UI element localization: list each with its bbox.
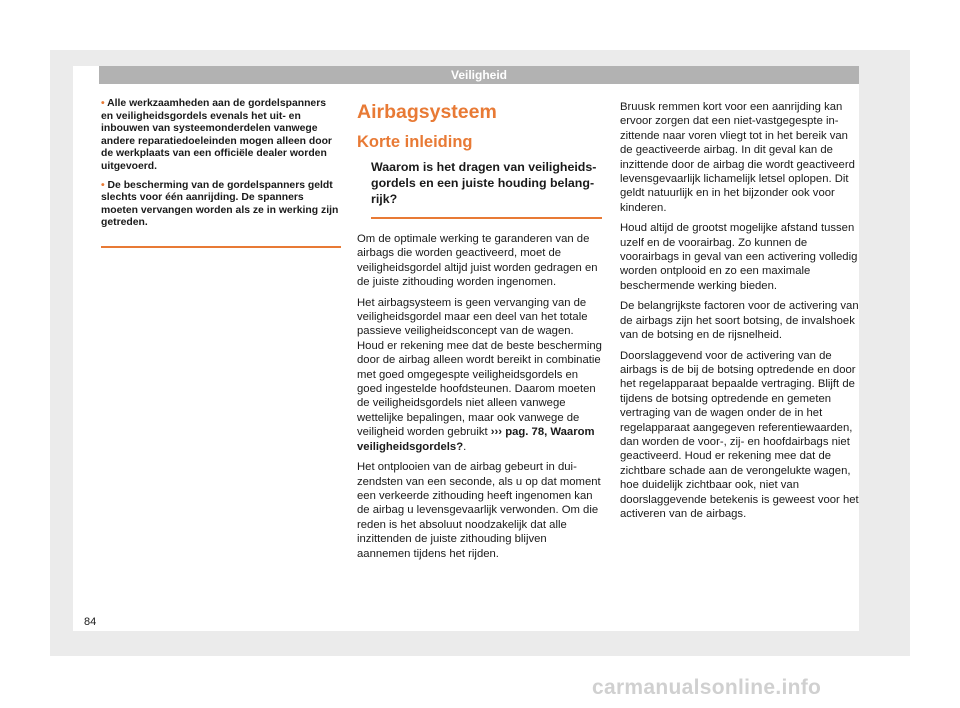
- middle-column: [357, 100, 602, 567]
- paragraph: Doorslaggevend voor de activering van de airbags is de bij de botsing optredende en door het regelapparaat bepaalde vertraging. Blijft de tijdens de botsing optredende en gemeten vertraging van de wagen onder de in het regelapparaat aangegeven referentiewaarden, dan worden de voor-, zij- en hoofdairbags niet geactiveerd. Houd er rekening mee dat de zichtbare schade aan de verongelukte wagen, hoe duidelijk zichtbaar ook, niet van doorslaggevende betekenis is geweest voor het activeren van de airbags.: [620, 349, 859, 520]
- warning-box: [101, 98, 341, 248]
- page-number: 84: [84, 616, 97, 628]
- paragraph: Bruusk remmen kort voor een aanrijding kan ervoor zorgen dat een niet-vastgegespte inzittende naar voren vliegt tot in het bereik van de geactiveerde airbag. In dit geval kan de inzittende door de airbag die wordt geactiveerd levensgevaarlijk lichamelijk letsel oplopen. Dit geldt natuurlijk en in het bijzonder ook voor kinderen.: [620, 101, 855, 214]
- paragraph: De belangrijkste factoren voor de activering van de airbags zijn het soort botsing, de invalshoek van de botsing en de rijsnelheid.: [620, 300, 859, 342]
- paragraph: Om de optimale werking te garanderen van de airbags die worden geactiveerd, moet de veiligheidsgordel altijd juist worden gedragen en de juiste zithouding worden ingenomen.: [357, 233, 598, 289]
- paragraph: Het ontplooien van de airbag gebeurt in duizendsten van een seconde, als u op dat moment een verkeerde zithouding heeft ingenomen kan de airbag u levensgevaarlijk verwonden. Om die reden is het absoluut noodzakelijk dat alle inzittenden de juiste zithouding blijven aannemen tijdens het rijden.: [357, 461, 601, 560]
- warning-bullet-2: • De bescherming van de gordelspanners geldt slechts voor één aanrijding. De spanners moeten vervangen worden als ze in werking zijn getreden.: [101, 179, 339, 229]
- watermark: carmanualsonline.info: [592, 676, 822, 699]
- section-subtitle: Korte inleiding: [357, 133, 473, 151]
- page-title: Airbagsysteem: [357, 101, 497, 123]
- section-header: Veiligheid: [99, 66, 859, 84]
- page-reference-link[interactable]: ››› pag. 78, Waarom veiligheidsgordels?: [357, 426, 595, 453]
- question-heading: Waarom is het dragen van veiligheidsgordels en een juiste houding belangrijk?: [371, 159, 602, 219]
- right-column: [620, 100, 860, 527]
- paragraph: Het airbagsysteem is geen vervanging van de veiligheidsgordel maar een deel van het totale passieve veiligheidsconcept van de wagen. Houd er rekening mee dat de beste bescherming door de airbag alleen wordt bereikt in combinatie met goed omgegespte veiligheidsgordels en goed ingestelde hoofdsteunen. Daarom moeten de veiligheidsgordels niet alleen vanwege wettelijke bepalingen, maar ook vanwege de veiligheid worden gebruikt ››› pag. 78, Waarom veiligheidsgordels?.: [357, 296, 602, 453]
- bullet-icon: •: [101, 98, 105, 109]
- warning-bullet-1: • Alle werkzaamheden aan de gordelspanners en veiligheidsgordels evenals het uit- en inbouwen van systeemonderdelen vanwege andere reparatiedoeleinden mogen alleen door de werkplaats van een officiële dealer worden uitgevoerd.: [101, 98, 332, 172]
- bullet-icon: •: [101, 179, 105, 191]
- paragraph: Houd altijd de grootst mogelijke afstand tussen uzelf en de voorairbag. Zo kunnen de voorairbags in geval van een activering volledig worden ontplooid en zo een maximale beschermende werking bieden.: [620, 222, 858, 292]
